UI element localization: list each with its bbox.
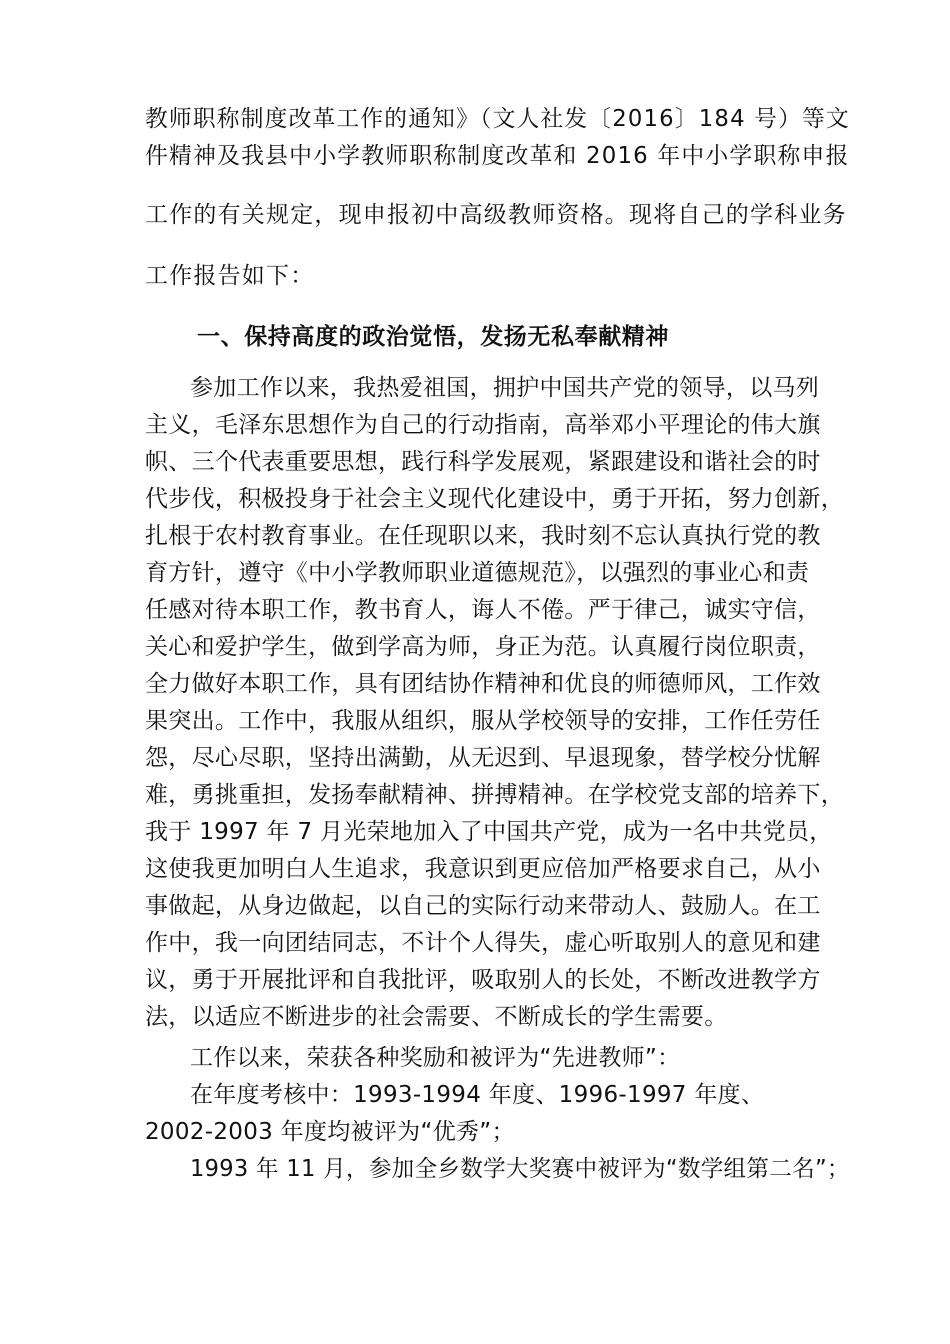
text-line: 工作的有关规定，现申报初中高级教师资格。现将自己的学科业务 (145, 202, 847, 228)
text-line: 件精神及我县中小学教师职称制度改革和 2016 年中小学职称申报 (145, 143, 850, 169)
text-line: 议，勇于开展批评和自我批评，吸取别人的长处，不断改进教学方 (145, 967, 821, 993)
text-line: 工作报告如下： (145, 263, 315, 289)
text-line: 任感对待本职工作，教书育人，诲人不倦。严于律己，诚实守信， (145, 597, 821, 623)
text-line: 在年度考核中：1993-1994 年度、1996-1997 年度、 (190, 1082, 765, 1108)
text-line: 工作以来，荣获各种奖励和被评为“先进教师”： (190, 1045, 681, 1071)
text-line: 教师职称制度改革工作的通知》（文人社发〔2016〕184 号）等文 (145, 106, 850, 132)
text-line: 全力做好本职工作，具有团结协作精神和优良的师德师风，工作效 (145, 671, 821, 697)
text-line: 代步伐，积极投身于社会主义现代化建设中，勇于开拓，努力创新， (145, 486, 844, 512)
text-line: 作中，我一向团结同志，不计个人得失，虚心听取别人的意见和建 (145, 930, 821, 956)
text-line: 果突出。工作中，我服从组织，服从学校领导的安排，工作任劳任 (145, 708, 821, 734)
text-line: 难，勇挑重担，发扬奉献精神、拼搏精神。在学校党支部的培养下， (145, 782, 844, 808)
text-line: 法，以适应不断进步的社会需要、不断成长的学生需要。 (145, 1004, 728, 1030)
text-line: 主义，毛泽东思想作为自己的行动指南，高举邓小平理论的伟大旗 (145, 412, 821, 438)
text-line: 事做起，从身边做起，以自己的实际行动来带动人、鼓励人。在工 (145, 893, 821, 919)
text-line: 1993 年 11 月，参加全乡数学大奖赛中被评为“数学组第二名”； (190, 1156, 850, 1182)
text-line: 参加工作以来，我热爱祖国，拥护中国共产党的领导，以马列 (190, 375, 820, 401)
text-line: 育方针，遵守《中小学教师职业道德规范》，以强烈的事业心和责 (145, 560, 810, 586)
section-heading: 一、保持高度的政治觉悟，发扬无私奉献精神 (197, 324, 669, 350)
text-line: 帜、三个代表重要思想，践行科学发展观，紧跟建设和谐社会的时 (145, 449, 821, 475)
text-line: 扎根于农村教育事业。在任现职以来，我时刻不忘认真执行党的教 (145, 523, 821, 549)
text-line: 这使我更加明白人生追求，我意识到更应倍加严格要求自己，从小 (145, 856, 821, 882)
text-line: 关心和爱护学生，做到学高为师，身正为范。认真履行岗位职责， (145, 634, 821, 660)
text-line: 2002-2003 年度均被评为“优秀”； (145, 1119, 515, 1145)
text-line: 我于 1997 年 7 月光荣地加入了中国共产党，成为一名中共党员， (145, 819, 833, 845)
text-line: 怨，尽心尽职，坚持出满勤，从无迟到、早退现象，替学校分忧解 (145, 745, 821, 771)
